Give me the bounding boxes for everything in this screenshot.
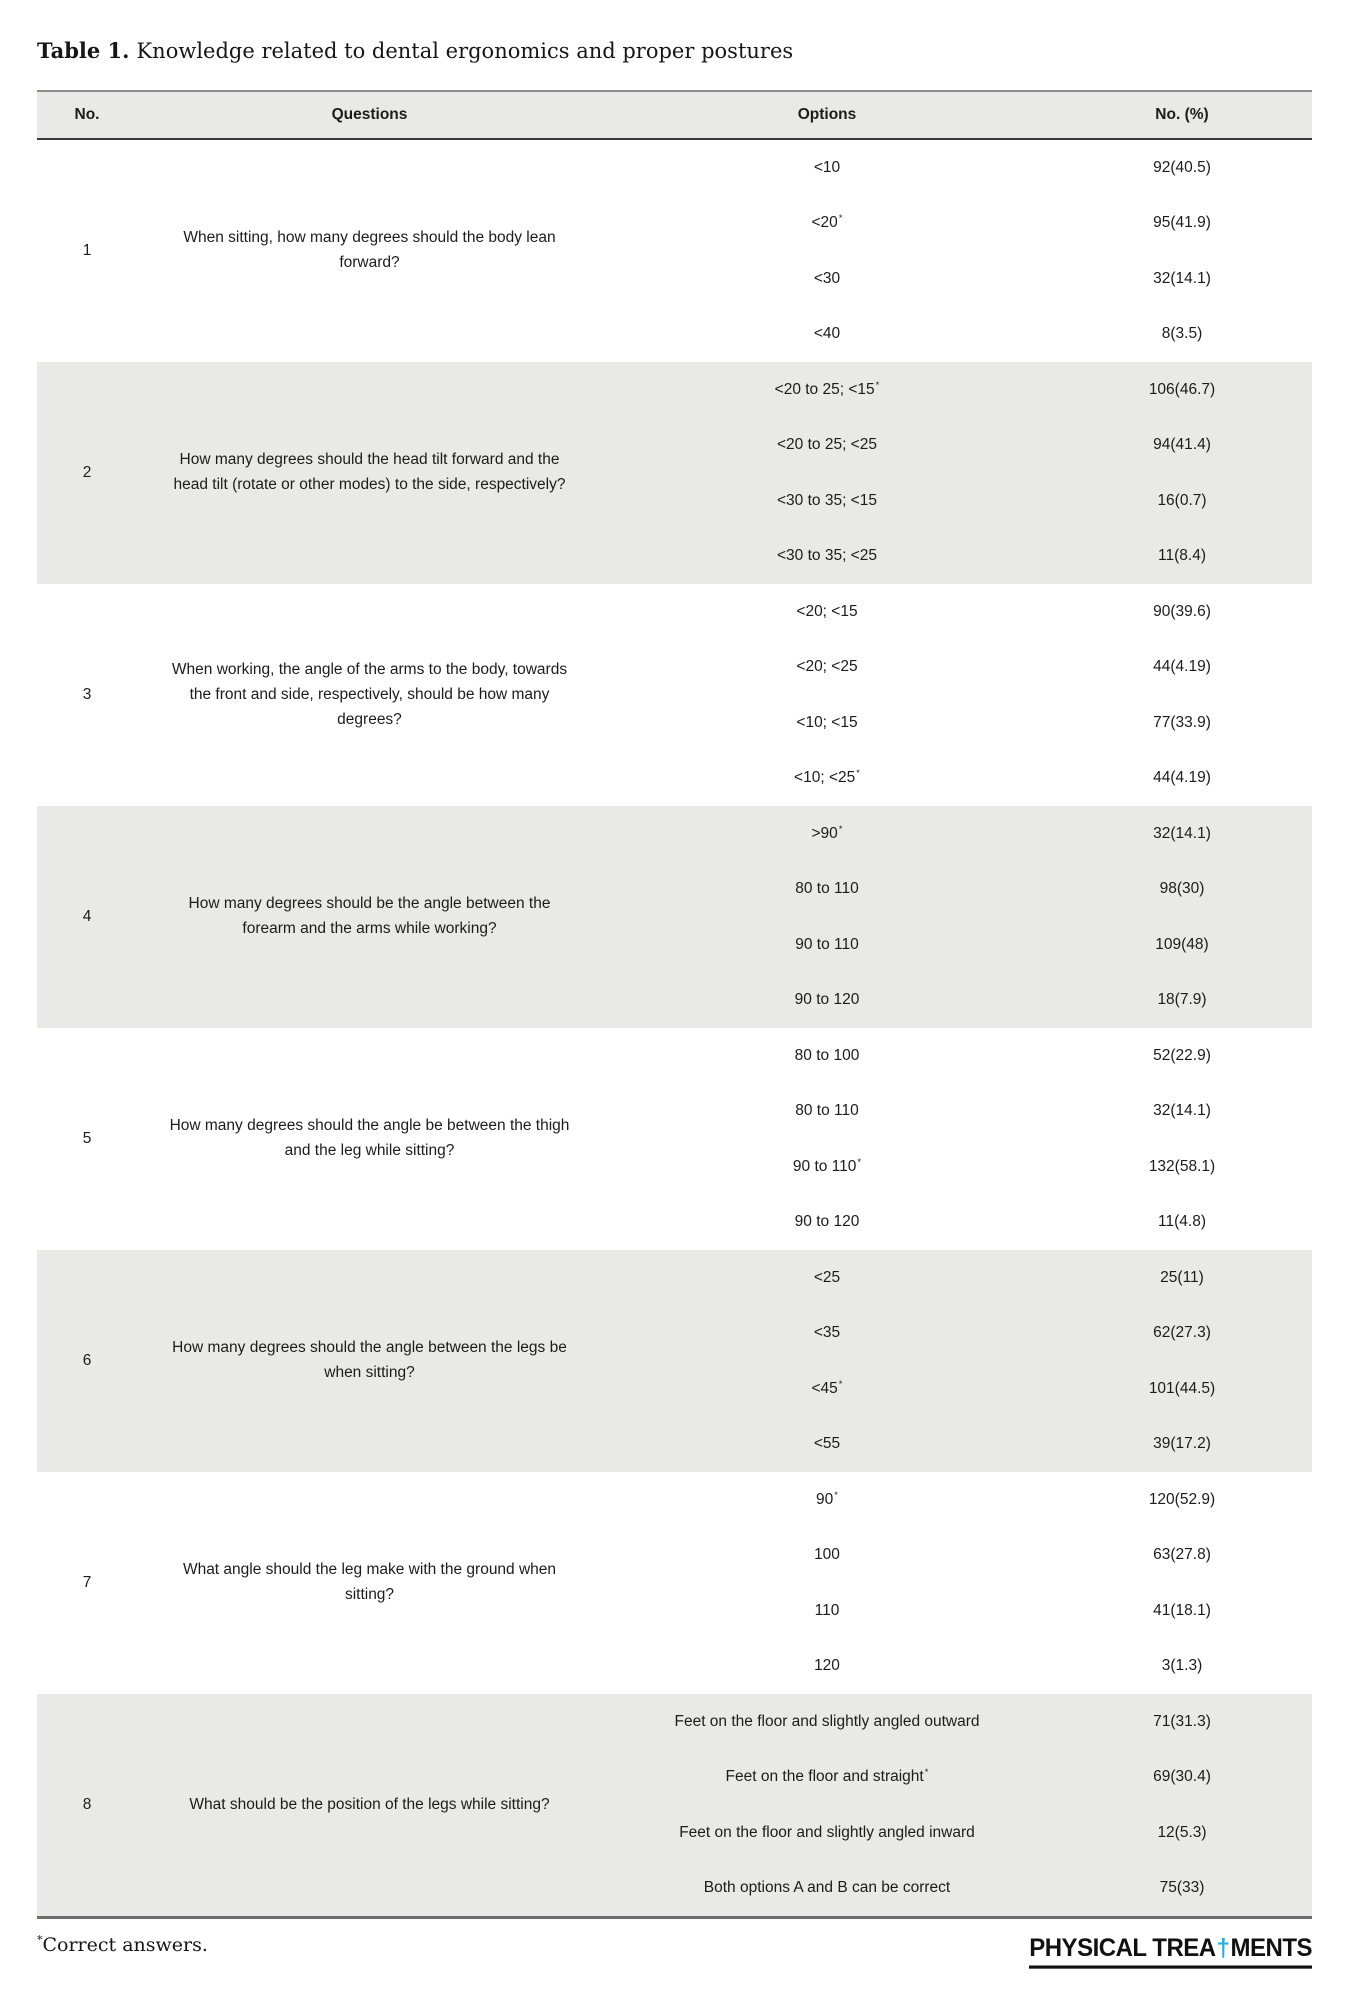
option-label: <30 to 35; <25 — [777, 547, 877, 565]
header-no: No. — [74, 106, 100, 124]
option-row — [602, 1472, 1312, 1528]
correct-answer-star: * — [924, 1767, 929, 1779]
option-label: 80 to 110 — [795, 880, 859, 898]
option-value: 8(3.5) — [1161, 325, 1203, 343]
options-group — [602, 1028, 1312, 1250]
table-body — [37, 140, 1312, 1919]
option-row — [602, 1250, 1312, 1306]
option-row — [602, 1805, 1312, 1861]
footnote-text: Correct answers. — [42, 1934, 208, 1957]
question-cell — [137, 1028, 602, 1250]
journal-logo — [1029, 1934, 1312, 1969]
option-value: 12(5.3) — [1157, 1823, 1207, 1841]
question-text: How many degrees should the angle be between the thigh and the leg while sitting? — [169, 1117, 570, 1160]
option-label: Both options A and B can be correct — [703, 1879, 951, 1897]
option-value: 95(41.9) — [1153, 214, 1211, 232]
option-row — [602, 584, 1312, 640]
option-value: 132(58.1) — [1148, 1157, 1216, 1175]
header-no-percent: No. (%) — [1155, 106, 1209, 124]
option-row — [602, 196, 1312, 252]
option-value: 69(30.4) — [1153, 1768, 1211, 1786]
question-block — [37, 1694, 1312, 1916]
option-row — [602, 1694, 1312, 1750]
option-value: 3(1.3) — [1161, 1657, 1203, 1675]
option-row — [602, 1306, 1312, 1362]
option-row — [602, 1639, 1312, 1695]
knowledge-table — [37, 90, 1312, 1919]
option-value: 71(31.3) — [1153, 1712, 1211, 1730]
option-label: <20; <25 — [796, 658, 858, 676]
question-cell — [137, 1694, 602, 1916]
option-value: 32(14.1) — [1153, 824, 1211, 842]
options-group — [602, 1250, 1312, 1472]
option-label: Feet on the floor and slightly angled inward — [679, 1823, 975, 1841]
option-label: 80 to 100 — [794, 1046, 860, 1064]
option-value: 90(39.6) — [1153, 602, 1211, 620]
question-number: 5 — [82, 1130, 92, 1148]
option-row — [602, 1861, 1312, 1917]
question-number: 3 — [82, 686, 92, 704]
question-block — [37, 140, 1312, 362]
logo-text-right: MENTS — [1230, 1934, 1312, 1963]
option-value: 44(4.19) — [1153, 658, 1211, 676]
option-label: 90 to 110 — [795, 935, 859, 953]
question-text: What should be the position of the legs while sitting? — [189, 1795, 550, 1813]
option-value: 18(7.9) — [1157, 991, 1207, 1009]
option-label: 100 — [814, 1546, 840, 1564]
option-row — [602, 1195, 1312, 1251]
question-text: How many degrees should be the angle between the forearm and the arms while working? — [188, 895, 551, 938]
question-text: How many degrees should the angle between the legs be when sitting? — [172, 1339, 567, 1382]
option-row — [602, 695, 1312, 751]
question-block — [37, 1028, 1312, 1250]
option-row — [602, 1583, 1312, 1639]
option-row — [602, 1361, 1312, 1417]
question-number: 7 — [82, 1574, 92, 1592]
correct-answers-footnote — [37, 1934, 208, 1956]
option-row — [602, 418, 1312, 474]
table-caption-text: Knowledge related to dental ergonomics and proper postures — [136, 39, 794, 63]
correct-answer-star: * — [838, 823, 843, 835]
option-value: 41(18.1) — [1153, 1601, 1211, 1619]
header-options: Options — [797, 106, 857, 124]
option-label: <45* — [811, 1378, 843, 1397]
option-row — [602, 1139, 1312, 1195]
option-label: <25 — [813, 1268, 841, 1286]
table-header-row — [37, 90, 1312, 140]
footnote-asterisk: * — [37, 1933, 43, 1947]
table-caption — [37, 38, 1312, 64]
question-number: 2 — [82, 464, 92, 482]
option-label: <55 — [813, 1435, 841, 1453]
option-label: 90 to 110* — [792, 1156, 862, 1175]
option-value: 120(52.9) — [1148, 1490, 1216, 1508]
option-label: <20 to 25; <25 — [777, 436, 877, 454]
option-label: >90* — [811, 823, 843, 842]
header-questions: Questions — [331, 106, 408, 124]
option-row — [602, 473, 1312, 529]
question-cell — [137, 362, 602, 584]
question-number: 4 — [82, 908, 92, 926]
option-row — [602, 529, 1312, 585]
question-block — [37, 806, 1312, 1028]
option-label: <30 to 35; <15 — [777, 491, 877, 509]
option-row — [602, 1417, 1312, 1473]
option-label: 120 — [814, 1657, 840, 1675]
options-group — [602, 1472, 1312, 1694]
question-block — [37, 1472, 1312, 1694]
table-footer — [37, 1934, 1312, 1967]
option-label: <10; <25* — [794, 768, 860, 787]
option-row — [602, 1750, 1312, 1806]
question-block — [37, 584, 1312, 806]
option-value: 62(27.3) — [1153, 1324, 1211, 1342]
option-value: 63(27.8) — [1153, 1546, 1211, 1564]
question-text: What angle should the leg make with the ground when sitting? — [182, 1561, 557, 1604]
option-label: 90 to 120 — [794, 1213, 860, 1231]
option-label: Feet on the floor and straight* — [725, 1767, 929, 1786]
option-label: 90 to 120 — [794, 991, 860, 1009]
option-row — [602, 806, 1312, 862]
question-number: 8 — [82, 1796, 92, 1814]
options-group — [602, 584, 1312, 806]
option-value: 106(46.7) — [1148, 380, 1216, 398]
option-value: 11(4.8) — [1158, 1213, 1206, 1231]
option-label: <40 — [813, 325, 841, 343]
option-value: 92(40.5) — [1153, 158, 1211, 176]
correct-answer-star: * — [838, 213, 843, 225]
question-text: How many degrees should the head tilt forward and the head tilt (rotate or other modes) to the side, respectively? — [173, 451, 566, 494]
option-label: <10 — [813, 158, 841, 176]
option-label: Feet on the floor and slightly angled outward — [674, 1712, 980, 1730]
option-row — [602, 362, 1312, 418]
option-row — [602, 251, 1312, 307]
correct-answer-star: * — [857, 1156, 862, 1168]
option-value: 52(22.9) — [1153, 1046, 1211, 1064]
option-value: 39(17.2) — [1153, 1435, 1211, 1453]
option-row — [602, 862, 1312, 918]
option-value: 109(48) — [1155, 935, 1209, 953]
option-row — [602, 1528, 1312, 1584]
option-label: 80 to 110 — [795, 1102, 859, 1120]
option-row — [602, 140, 1312, 196]
option-row — [602, 307, 1312, 363]
option-value: 75(33) — [1159, 1879, 1205, 1897]
logo-text-left: PHYSICAL TREA — [1029, 1934, 1216, 1963]
option-row — [602, 1028, 1312, 1084]
option-label: <10; <15 — [796, 713, 858, 731]
option-value: 25(11) — [1160, 1268, 1204, 1286]
option-row — [602, 917, 1312, 973]
question-cell — [137, 584, 602, 806]
question-cell — [137, 1472, 602, 1694]
question-number: 6 — [82, 1352, 92, 1370]
option-row — [602, 640, 1312, 696]
option-value: 32(14.1) — [1153, 269, 1211, 287]
option-value: 11(8.4) — [1158, 547, 1206, 565]
option-value: 16(0.7) — [1157, 491, 1207, 509]
option-label: <20* — [811, 213, 843, 232]
logo-figure-icon: † — [1216, 1934, 1230, 1963]
question-number: 1 — [82, 242, 92, 260]
correct-answer-star: * — [856, 768, 860, 780]
option-label: <35 — [813, 1324, 841, 1342]
question-block — [37, 1250, 1312, 1472]
question-cell — [137, 1250, 602, 1472]
options-group — [602, 362, 1312, 584]
option-row — [602, 751, 1312, 807]
options-group — [602, 140, 1312, 362]
question-text: When working, the angle of the arms to the body, towards the front and side, respectively, should be how many degrees? — [171, 660, 568, 728]
question-text: When sitting, how many degrees should the body lean forward? — [183, 229, 556, 272]
option-value: 77(33.9) — [1153, 713, 1211, 731]
option-row — [602, 973, 1312, 1029]
option-value: 32(14.1) — [1153, 1102, 1211, 1120]
options-group — [602, 1694, 1312, 1916]
option-value: 94(41.4) — [1153, 436, 1211, 454]
option-label: <20 to 25; <15* — [774, 379, 880, 398]
option-value: 44(4.19) — [1153, 769, 1211, 787]
option-value: 98(30) — [1159, 880, 1205, 898]
option-label: 110 — [814, 1601, 840, 1619]
option-label: <30 — [813, 269, 841, 287]
option-label: 90* — [816, 1489, 838, 1508]
option-label: <20; <15 — [796, 602, 858, 620]
correct-answer-star: * — [838, 1378, 843, 1390]
question-block — [37, 362, 1312, 584]
correct-answer-star: * — [875, 379, 880, 391]
question-cell — [137, 140, 602, 362]
options-group — [602, 806, 1312, 1028]
option-value: 101(44.5) — [1148, 1379, 1216, 1397]
option-row — [602, 1084, 1312, 1140]
question-cell — [137, 806, 602, 1028]
table-caption-number: Table 1. — [37, 38, 130, 63]
correct-answer-star: * — [834, 1489, 838, 1501]
